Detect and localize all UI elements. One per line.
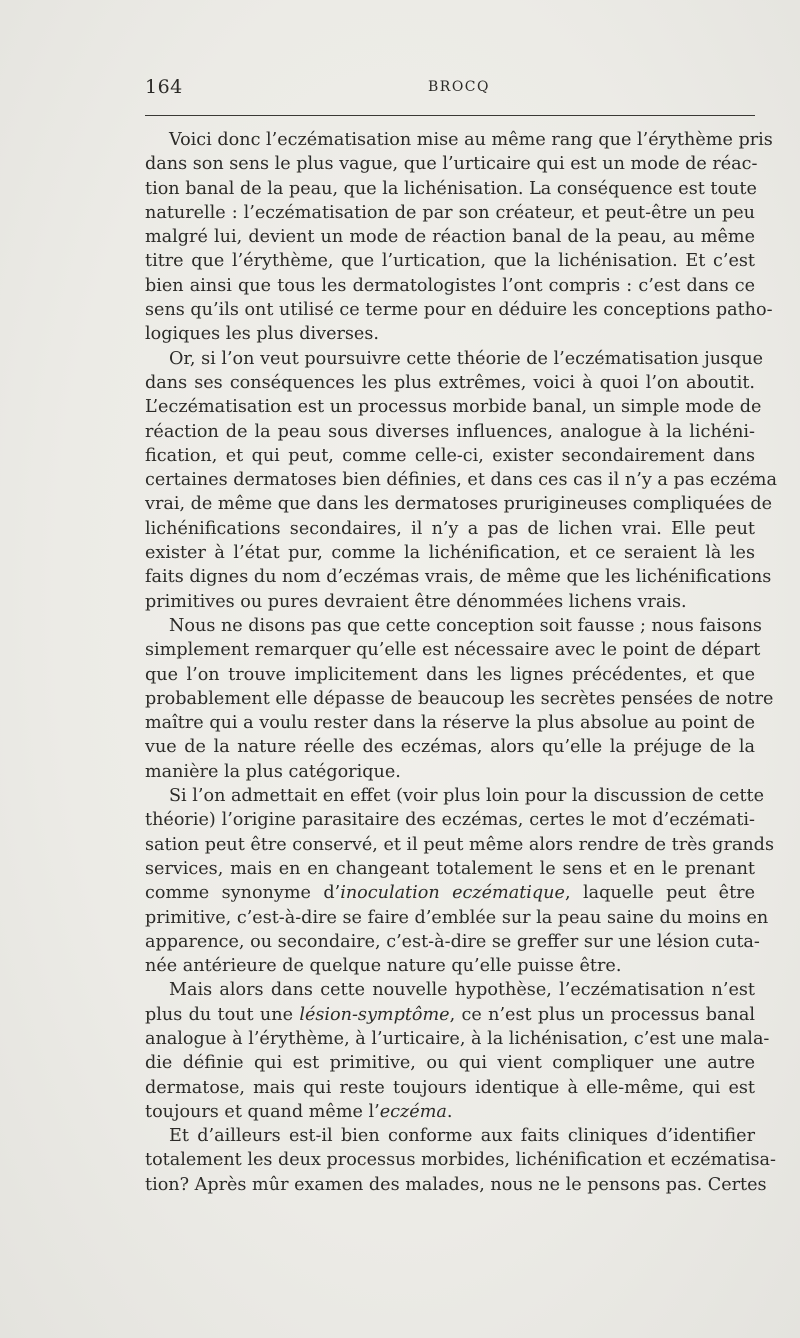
text-line: bien ainsi que tous les dermatologistes l’ont compris : c’est dans ce bbox=[145, 275, 755, 296]
text-line: Or, si l’on veut poursuivre cette théorie de l’eczématisation jusque bbox=[169, 348, 764, 369]
page-header bbox=[145, 76, 755, 100]
text-line: simplement remarquer qu’elle est nécessaire avec le point de départ bbox=[145, 640, 761, 661]
text-run: comme synonyme d’ bbox=[145, 883, 341, 904]
text-line: malgré lui, devient un mode de réaction banal de la peau, au même bbox=[145, 227, 755, 248]
text-line: Si l’on admettait en effet (voir plus loin pour la discussion de cette bbox=[169, 786, 765, 807]
text-line: primitives ou pures devraient être dénommées lichens vrais. bbox=[145, 591, 687, 612]
text-line bbox=[145, 1003, 755, 1027]
italic-term: lésion-symptôme bbox=[299, 1004, 450, 1025]
text-run: toujours et quand même l’ bbox=[145, 1101, 380, 1122]
text-line: L’eczématisation est un processus morbide banal, un simple mode de bbox=[145, 397, 762, 418]
text-run: , ce n’est plus un processus banal bbox=[449, 1004, 755, 1025]
text-line: Voici donc l’eczématisation mise au même rang que l’érythème pris bbox=[169, 130, 773, 150]
text-line bbox=[145, 881, 755, 905]
italic-term: inoculation eczématique bbox=[340, 883, 565, 904]
text-line: théorie) l’origine parasitaire des eczémas, certes le mot d’eczémati- bbox=[145, 810, 755, 831]
text-line: que l’on trouve implicitement dans les lignes précédentes, et que bbox=[145, 664, 755, 685]
text-line: apparence, ou secondaire, c’est-à-dire se greffer sur une lésion cuta- bbox=[145, 931, 760, 952]
text-line: réaction de la peau sous diverses influences, analogue à la lichéni- bbox=[145, 421, 755, 442]
text-line: maître qui a voulu rester dans la réserve la plus absolue au point de bbox=[145, 713, 755, 734]
text-line bbox=[145, 1100, 755, 1124]
body-text bbox=[145, 128, 777, 1197]
text-line: logiques les plus diverses. bbox=[145, 324, 379, 345]
text-line: vue de la nature réelle des eczémas, alors qu’elle la préjuge de la bbox=[145, 737, 755, 758]
text-line: naturelle : l’eczématisation de par son créateur, et peut-être un peu bbox=[145, 202, 755, 223]
running-head: BROCQ bbox=[428, 79, 490, 95]
text-line: née antérieure de quelque nature qu’elle puisse être. bbox=[145, 956, 622, 977]
text-line: faits dignes du nom d’eczémas vrais, de même que les lichénifications bbox=[145, 567, 772, 588]
text-line: analogue à l’érythème, à l’urticaire, à la lichénisation, c’est une mala- bbox=[145, 1028, 770, 1049]
text-line: tion banal de la peau, que la lichénisation. La conséquence est toute bbox=[145, 178, 757, 199]
page-number: 164 bbox=[145, 76, 183, 98]
text-line: probablement elle dépasse de beaucoup les secrètes pensées de notre bbox=[145, 688, 774, 709]
text-line: fication, et qui peut, comme celle-ci, exister secondairement dans bbox=[145, 445, 755, 466]
text-run: , laquelle peut être bbox=[564, 883, 755, 904]
italic-term: eczéma bbox=[379, 1101, 447, 1122]
text-line: vrai, de même que dans les dermatoses prurigineuses compliquées de bbox=[145, 494, 773, 515]
text-line: exister à l’état pur, comme la lichénification, et ce seraient là les bbox=[145, 543, 755, 564]
text-run: plus du tout une bbox=[145, 1004, 300, 1025]
text-line: dans ses conséquences les plus extrêmes, voici à quoi l’on aboutit. bbox=[145, 372, 755, 393]
text-line: titre que l’érythème, que l’urtication, que la lichénisation. Et c’est bbox=[145, 251, 755, 272]
text-line: Nous ne disons pas que cette conception soit fausse ; nous faisons bbox=[169, 615, 762, 636]
text-line: totalement les deux processus morbides, lichénification et eczématisa- bbox=[145, 1150, 776, 1171]
text-line: die définie qui est primitive, ou qui vient compliquer une autre bbox=[145, 1053, 755, 1074]
text-line: Et d’ailleurs est-il bien conforme aux faits cliniques d’identifier bbox=[169, 1126, 755, 1147]
header-rule bbox=[145, 115, 755, 116]
text-line: tion? Après mûr examen des malades, nous ne le pensons pas. Certes bbox=[145, 1174, 767, 1195]
text-line: lichénifications secondaires, il n’y a pas de lichen vrai. Elle peut bbox=[145, 518, 755, 539]
text-line: services, mais en en changeant totalement le sens et en le prenant bbox=[145, 858, 755, 879]
text-line: dermatose, mais qui reste toujours identique à elle-même, qui est bbox=[145, 1077, 755, 1098]
text-line: sation peut être conservé, et il peut même alors rendre de très grands bbox=[145, 834, 774, 855]
text-run: . bbox=[446, 1101, 453, 1122]
text-line: certaines dermatoses bien définies, et dans ces cas il n’y a pas eczéma bbox=[145, 470, 777, 491]
text-line: primitive, c’est-à-dire se faire d’emblée sur la peau saine du moins en bbox=[145, 907, 769, 928]
text-line: manière la plus catégorique. bbox=[145, 761, 401, 782]
text-line: dans son sens le plus vague, que l’urticaire qui est un mode de réac- bbox=[145, 154, 758, 175]
text-line: Mais alors dans cette nouvelle hypothèse, l’eczématisation n’est bbox=[169, 980, 755, 1001]
text-line: sens qu’ils ont utilisé ce terme pour en déduire les conceptions patho- bbox=[145, 300, 773, 321]
